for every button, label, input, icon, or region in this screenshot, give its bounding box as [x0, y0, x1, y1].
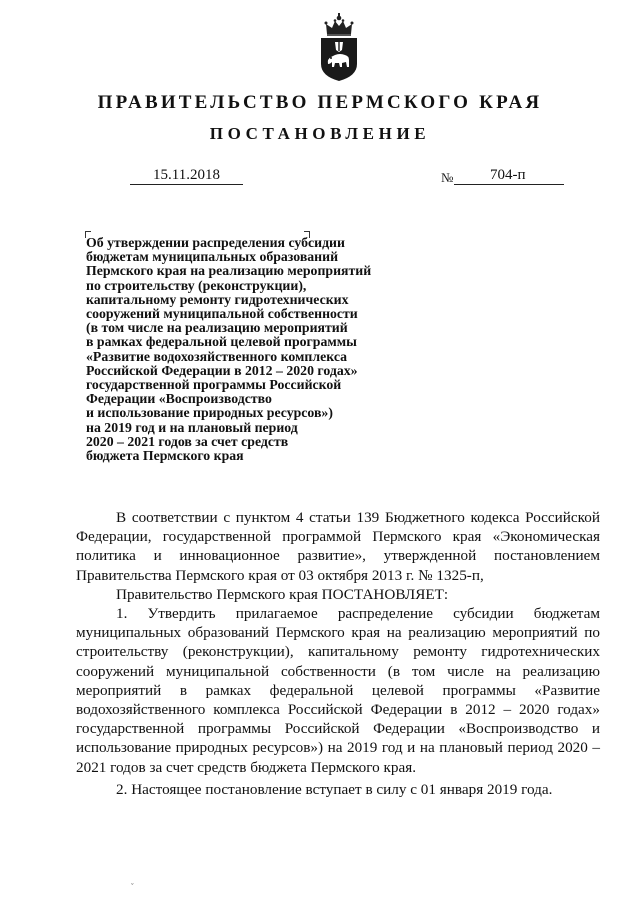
- subject-line: капитальному ремонту гидротехнических: [86, 291, 349, 307]
- subject-line: сооружений муниципальной собственности: [86, 306, 358, 322]
- paragraph-legal-basis: В соответствии с пунктом 4 статьи 139 Бюджетного кодекса Российской Федерации, государственной программой Пермского края «Экономическая политика и инновационное развитие», утвержденной постановлением Правительства Пермского края от 03 октября 2013 г. № 1325-п,: [76, 509, 600, 584]
- subject-line: государственной программы Российской: [86, 377, 342, 393]
- document-number: 704-п: [490, 167, 526, 183]
- subject-line: «Развитие водохозяйственного комплекса: [86, 348, 348, 364]
- subject-line: по строительству (реконструкции),: [86, 277, 307, 293]
- number-sign: №: [441, 170, 454, 185]
- document-date: 15.11.2018: [130, 166, 243, 185]
- document-type-title: ПОСТАНОВЛЕНИЕ: [209, 124, 431, 143]
- paragraph-item-2: 2. Настоящее постановление вступает в силу с 01 января 2019 года.: [116, 780, 553, 798]
- document-number-field: [454, 166, 564, 185]
- paragraph-resolves: Правительство Пермского края ПОСТАНОВЛЯЕТ:: [116, 585, 449, 603]
- scan-mark: ˇ: [131, 882, 134, 891]
- subject-line: Об утверждении распределения субсидии: [86, 235, 345, 250]
- subject-line: 2020 – 2021 годов за счет средств: [86, 433, 289, 449]
- government-title: ПРАВИТЕЛЬСТВО ПЕРМСКОГО КРАЯ: [97, 92, 543, 113]
- subject-line: бюджета Пермского края: [86, 448, 244, 464]
- document-body: [76, 508, 600, 799]
- subject-line: Федерации «Воспроизводство: [86, 391, 272, 407]
- subject-line: Российской Федерации в 2012 – 2020 годах»: [86, 362, 358, 378]
- document-subject: [86, 236, 416, 463]
- subject-line: Пермского края на реализацию мероприятий: [86, 263, 372, 279]
- paragraph-item-1: 1. Утвердить прилагаемое распределение субсидии бюджетам муниципальных образований Пермского края на реализацию мероприятий по строительству (реконструкции), капитальному ремонту гидротехнических сооружений муниципальной собственности (в том числе на реализацию мероприятий в рамках федеральной целевой программы «Развитие водохозяйственного комплекса Российской Федерации в 2012 – 2020 годах» государственной программы Российской Федерации «Воспроизводство и использование природных ресурсов») на 2019 год и на плановый период 2020 – 2021 годов за счет средств бюджета Пермского края.: [76, 605, 600, 776]
- subject-line: и использование природных ресурсов»): [86, 405, 333, 421]
- subject-line: бюджетам муниципальных образований: [86, 249, 339, 265]
- subject-line: (в том числе на реализацию мероприятий: [86, 320, 348, 336]
- subject-line: в рамках федеральной целевой программы: [86, 334, 357, 350]
- subject-line: на 2019 год и на плановый период: [86, 419, 298, 435]
- perm-krai-coat-of-arms-icon: [318, 12, 360, 82]
